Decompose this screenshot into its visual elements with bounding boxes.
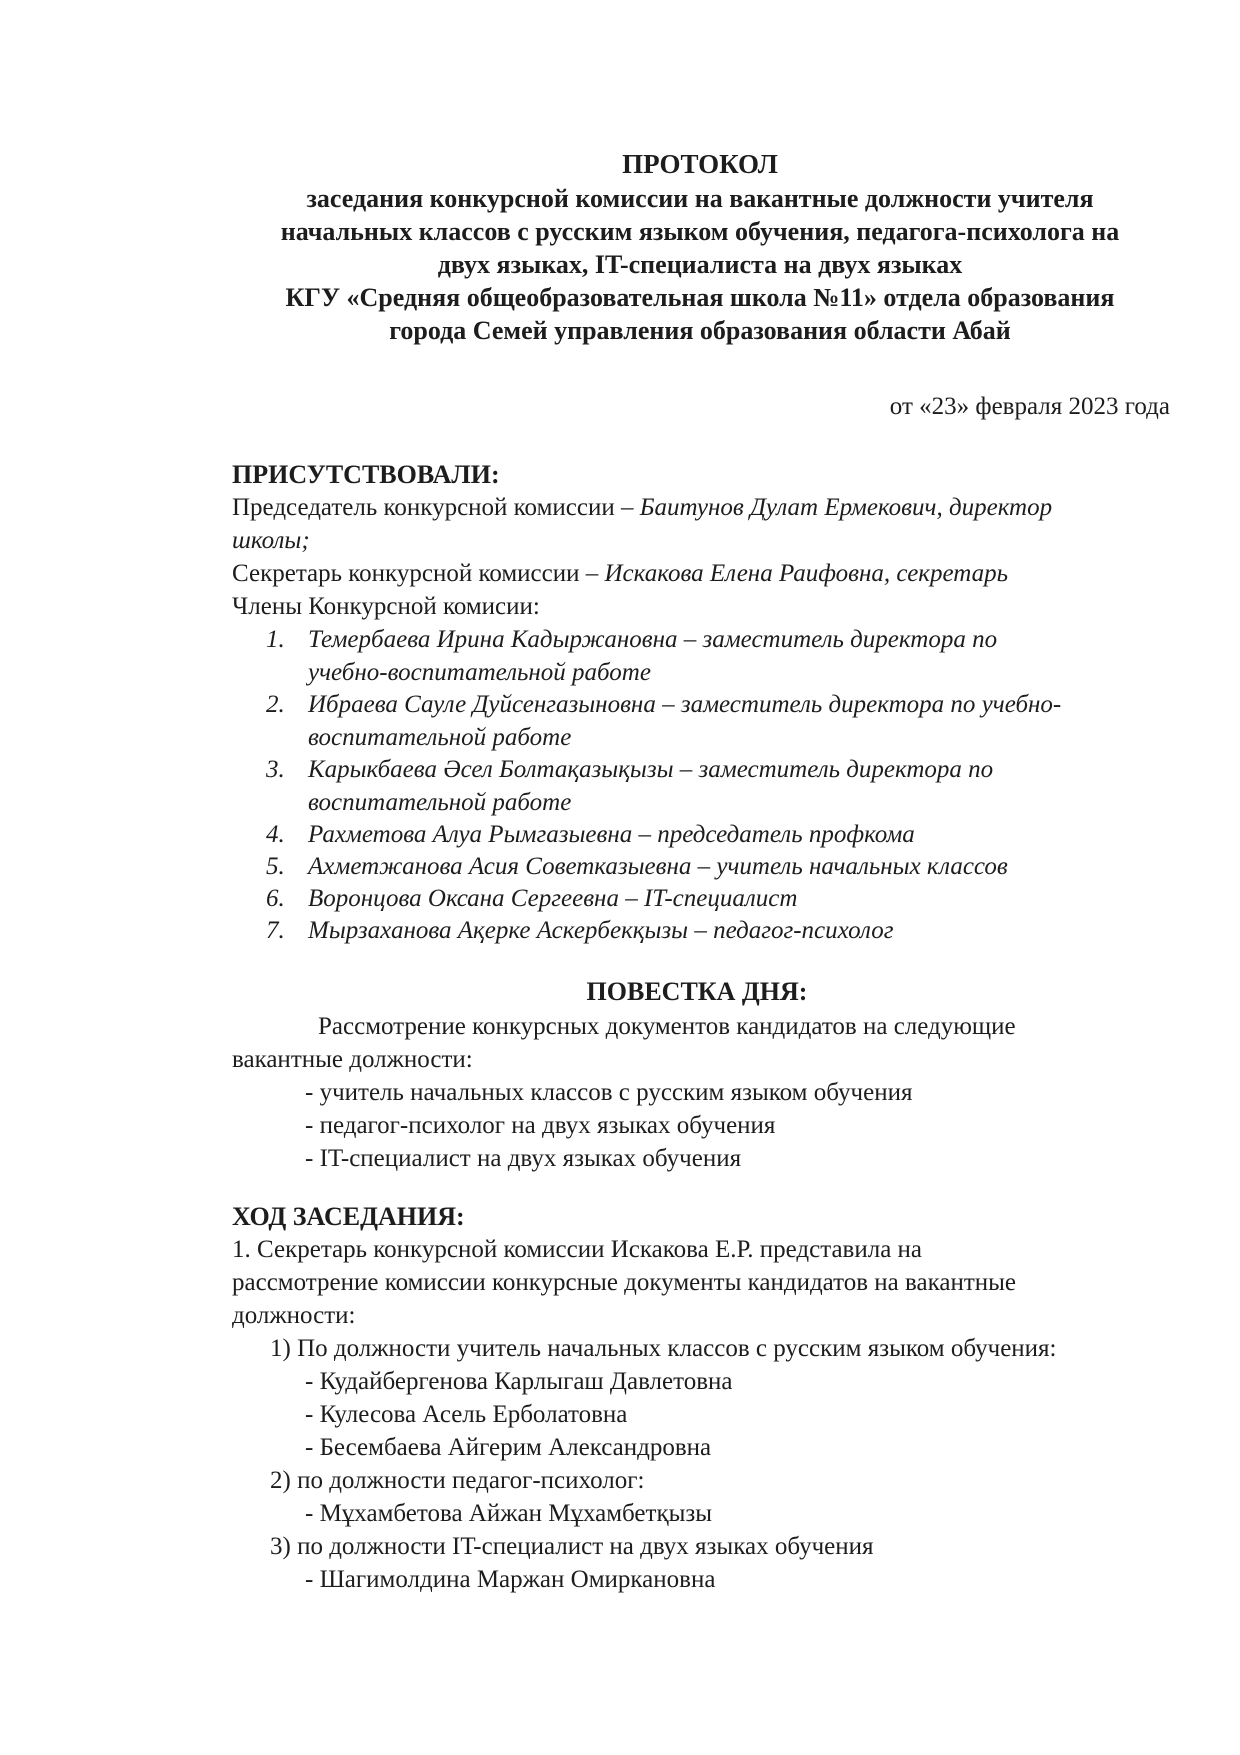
member-text: Ибраева Сауле Дуйсенгазыновна – заместитель директора по учебно- xyxy=(308,691,1062,718)
member-item xyxy=(232,753,1192,819)
agenda-heading: ПОВЕСТКА ДНЯ: xyxy=(586,977,808,1006)
agenda-item: - учитель начальных классов с русским языком обучения xyxy=(305,1079,913,1106)
meeting-progress-section xyxy=(232,1200,1192,1596)
member-number: 6. xyxy=(266,885,285,912)
attendees-heading: ПРИСУТСТВОВАЛИ: xyxy=(232,460,500,489)
chair-label: Председатель конкурсной комиссии – xyxy=(232,494,640,521)
member-text: Мырзаханова Ақерке Аскербекқызы – педагог-психолог xyxy=(308,917,894,944)
agenda-item: - IT-специалист на двух языках обучения xyxy=(305,1145,742,1172)
agenda-section xyxy=(232,975,1192,1175)
member-text: Воронцова Оксана Сергеевна – IT-специалист xyxy=(308,885,798,912)
member-text-cont: воспитательной работе xyxy=(308,724,572,751)
member-number: 7. xyxy=(266,917,285,944)
candidate-item: - Шагимолдина Маржан Омиркановна xyxy=(305,1566,716,1593)
chair-name-continuation: школы; xyxy=(232,527,310,554)
member-text-cont: учебно-воспитательной работе xyxy=(308,659,651,686)
member-item xyxy=(232,882,1192,915)
progress-paragraph-line: 1. Секретарь конкурсной комиссии Искакова Е.Р. представила на xyxy=(232,1236,923,1263)
attendees-section xyxy=(232,458,1192,946)
member-item xyxy=(232,623,1192,689)
member-number: 1. xyxy=(266,626,285,653)
member-text-cont: воспитательной работе xyxy=(308,789,572,816)
member-text: Карыкбаева Әсел Болтақазықызы – заместитель директора по xyxy=(308,756,994,783)
chair-name: Баитунов Дулат Ермекович, директор xyxy=(639,494,1053,521)
member-number: 2. xyxy=(266,691,285,718)
position-title: 3) по должности IT-специалист на двух языках обучения xyxy=(270,1533,874,1560)
member-number: 5. xyxy=(266,853,285,880)
position-title: 1) По должности учитель начальных классов с русским языком обучения: xyxy=(270,1335,1057,1362)
header-line: КГУ «Средняя общеобразовательная школа №11» отдела образования xyxy=(285,283,1115,312)
candidate-item: - Кулесова Асель Ерболатовна xyxy=(305,1401,628,1428)
member-item xyxy=(232,818,1192,851)
secretary-line xyxy=(232,557,1192,590)
member-item xyxy=(232,688,1192,754)
position-title: 2) по должности педагог-психолог: xyxy=(270,1467,645,1494)
progress-paragraph-line: должности: xyxy=(232,1302,356,1329)
secretary-name: Искакова Елена Раифовна, секретарь xyxy=(604,560,1008,587)
members-label: Члены Конкурсной комисии: xyxy=(232,593,540,620)
agenda-intro: Рассмотрение конкурсных документов кандидатов на следующие xyxy=(318,1013,1016,1040)
document-date: от «23» февраля 2023 года xyxy=(889,393,1170,420)
agenda-item: - педагог-психолог на двух языках обучения xyxy=(305,1112,776,1139)
chair-line xyxy=(232,491,1192,524)
progress-heading: ХОД ЗАСЕДАНИЯ: xyxy=(232,1202,465,1231)
document-title: ПРОТОКОЛ xyxy=(622,149,778,179)
member-number: 3. xyxy=(266,756,285,783)
progress-paragraph-line: рассмотрение комиссии конкурсные документы кандидатов на вакантные xyxy=(232,1269,1017,1296)
members-list xyxy=(232,623,1192,947)
secretary-label: Секретарь конкурсной комиссии – xyxy=(232,560,605,587)
header-line: заседания конкурсной комиссии на вакантные должности учителя xyxy=(306,184,1094,213)
member-item xyxy=(232,850,1192,883)
candidate-item: - Кудайбергенова Карлыгаш Давлетовна xyxy=(305,1368,733,1395)
header-line: города Семей управления образования области Абай xyxy=(389,316,1011,345)
member-item xyxy=(232,914,1192,947)
protocol-header xyxy=(200,148,1200,347)
member-text: Рахметова Алуа Рымгазыевна – председатель профкома xyxy=(308,821,915,848)
header-line: начальных классов с русским языком обучения, педагога-психолога на xyxy=(280,217,1120,246)
header-line: двух языках, IT-специалиста на двух языках xyxy=(437,250,963,279)
member-text: Темербаева Ирина Кадыржановна – заместитель директора по xyxy=(308,626,998,653)
candidate-item: - Мұхамбетова Айжан Мұхамбетқызы xyxy=(305,1500,713,1527)
member-text: Ахметжанова Асия Советказыевна – учитель начальных классов xyxy=(308,853,1008,880)
agenda-intro-cont: вакантные должности: xyxy=(232,1046,473,1073)
candidate-item: - Бесембаева Айгерим Александровна xyxy=(305,1434,712,1461)
member-number: 4. xyxy=(266,821,285,848)
